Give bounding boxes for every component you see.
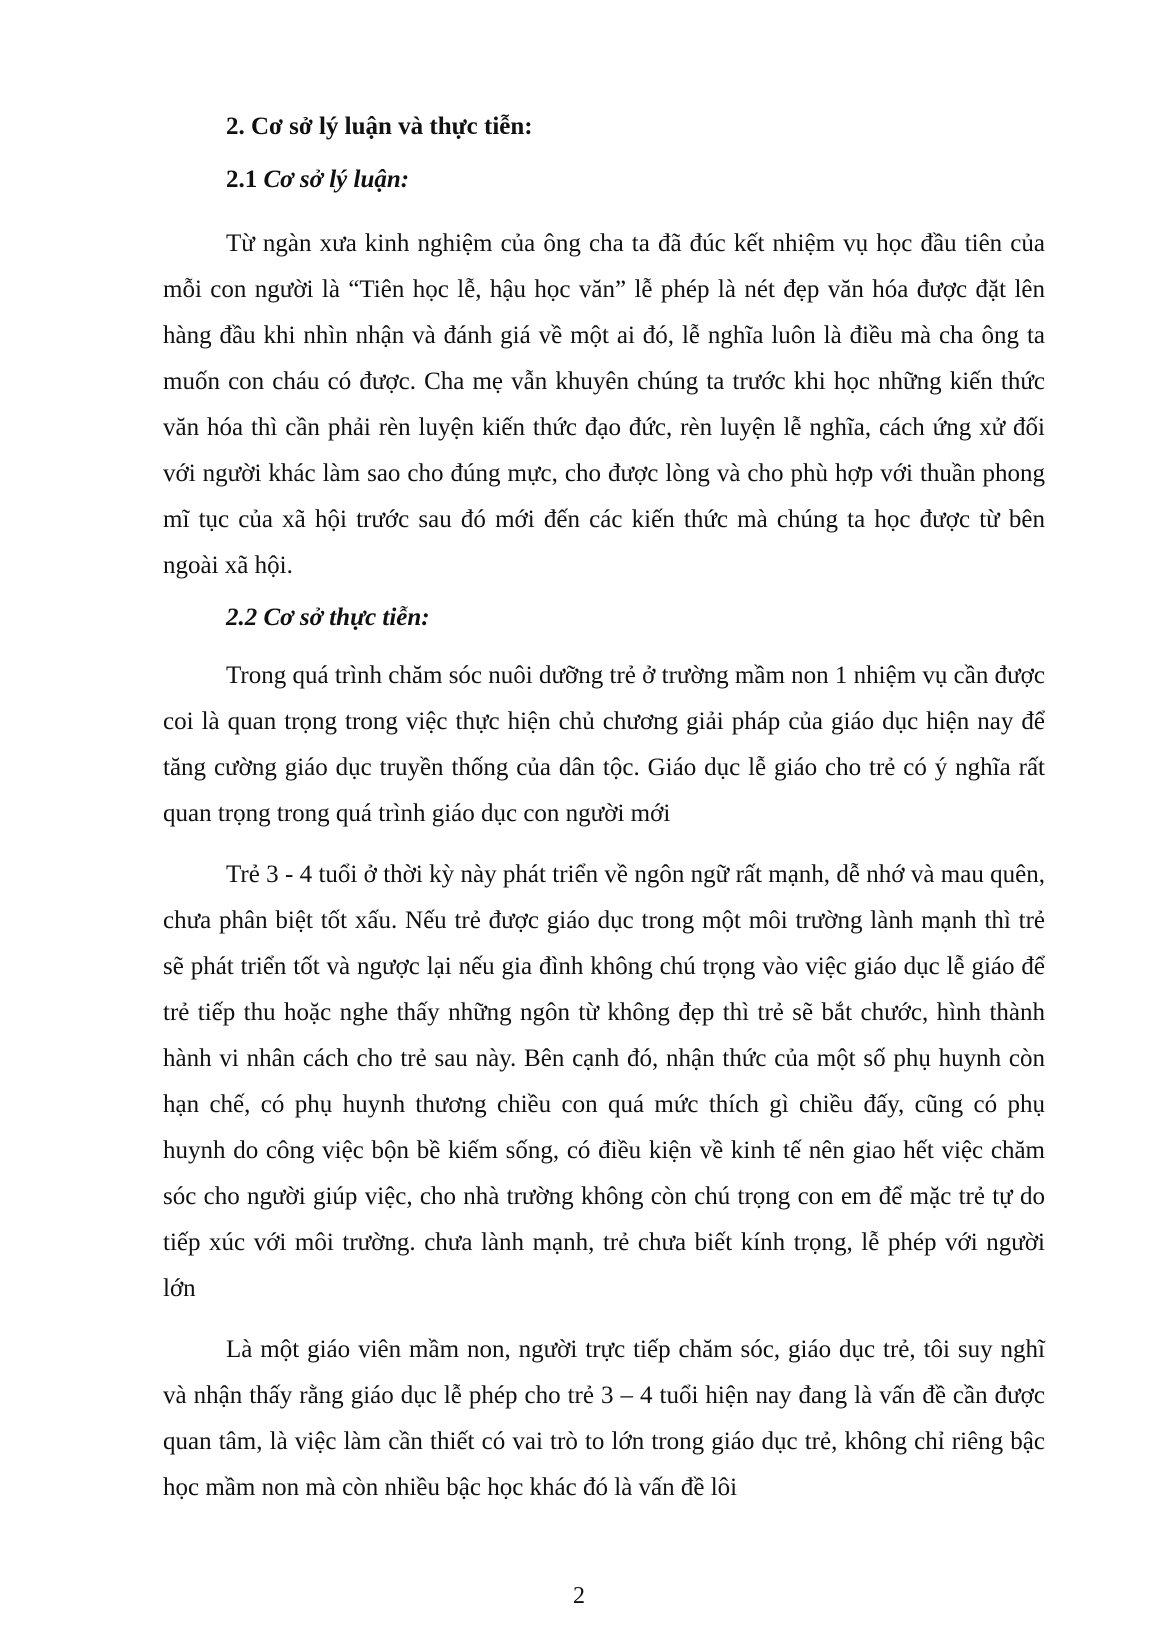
paragraph-teacher-view: Là một giáo viên mầm non, người trực tiếp chăm sóc, giáo dục trẻ, tôi suy nghĩ và nhận thấy rằng giáo dục lễ phép cho trẻ 3 – 4 tuổi hiện nay đang là vấn đề cần được quan tâm, là việc làm cần thiết có vai trò to lớn trong giáo dục trẻ, không chỉ riêng bậc học mầm non mà còn nhiều bậc học khác đó là vấn đề lôi	[163, 1336, 1045, 1501]
section-heading: 2. Cơ sở lý luận và thực tiễn:	[226, 113, 533, 140]
paragraph-practice-intro: Trong quá trình chăm sóc nuôi dưỡng trẻ ở trường mầm non 1 nhiệm vụ cần được coi là quan trọng trong việc thực hiện chủ chương giải pháp của giáo dục hiện nay để tăng cường giáo dục truyền thống của dân tộc. Giáo dục lễ giáo cho trẻ có ý nghĩa rất quan trọng trong quá trình giáo dục con người mới	[163, 662, 1045, 827]
page-number: 2	[573, 1583, 585, 1609]
subsection-heading-2: 2.2 Cơ sở thực tiễn:	[226, 604, 430, 631]
subsection-heading-1	[226, 165, 409, 195]
subsection-1-title: Cơ sở lý luận:	[263, 166, 410, 193]
paragraph-children-age: Trẻ 3 - 4 tuổi ở thời kỳ này phát triển về ngôn ngữ rất mạnh, dễ nhớ và mau quên, chưa phân biệt tốt xấu. Nếu trẻ được giáo dục trong một môi trường lành mạnh thì trẻ sẽ phát triển tốt và ngược lại nếu gia đình không chú trọng vào việc giáo dục lễ giáo để trẻ tiếp thu hoặc nghe thấy những ngôn từ không đẹp thì trẻ sẽ bắt chước, hình thành hành vi nhân cách cho trẻ sau này. Bên cạnh đó, nhận thức của một số phụ huynh còn hạn chế, có phụ huynh thương chiều con quá mức thích gì chiều đấy, cũng có phụ huynh do công việc bộn bề kiếm sống, có điều kiện về kinh tế nên giao hết việc chăm sóc cho người giúp việc, cho nhà trường không còn chú trọng con em để mặc trẻ tự do tiếp xúc với môi trường. chưa lành mạnh, trẻ chưa biết kính trọng, lễ phép với người lớn	[163, 861, 1045, 1302]
paragraph-theory: Từ ngàn xưa kinh nghiệm của ông cha ta đã đúc kết nhiệm vụ học đầu tiên của mỗi con người là “Tiên học lễ, hậu học văn” lễ phép là nét đẹp văn hóa được đặt lên hàng đầu khi nhìn nhận và đánh giá về một ai đó, lễ nghĩa luôn là điều mà cha ông ta muốn con cháu có được. Cha mẹ vẫn khuyên chúng ta trước khi học những kiến thức văn hóa thì cần phải rèn luyện kiến thức đạo đức, rèn luyện lễ nghĩa, cách ứng xử đối với người khác làm sao cho đúng mực, cho được lòng và cho phù hợp với thuần phong mĩ tục của xã hội trước sau đó mới đến các kiến thức mà chúng ta học được từ bên ngoài xã hội.	[163, 230, 1045, 579]
subsection-1-number: 2.1	[226, 166, 258, 193]
